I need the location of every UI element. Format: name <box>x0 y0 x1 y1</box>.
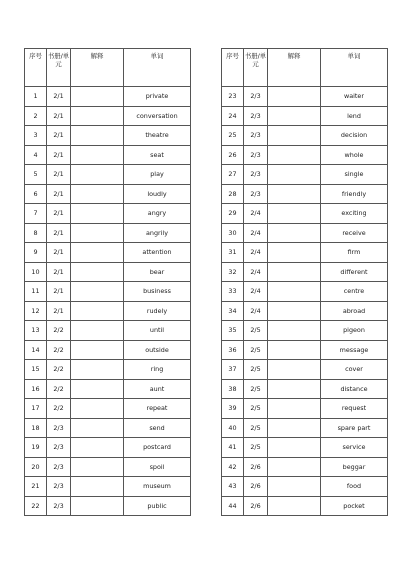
table-row <box>222 87 388 107</box>
row-word: until <box>124 321 191 341</box>
table-row <box>222 126 388 146</box>
row-number: 18 <box>25 418 47 438</box>
row-word: attention <box>124 243 191 263</box>
row-word: postcard <box>124 438 191 458</box>
header-row <box>25 49 191 87</box>
row-unit: 2/5 <box>244 399 268 419</box>
row-word: museum <box>124 477 191 497</box>
row-meaning <box>268 262 321 282</box>
table-row <box>25 360 191 380</box>
row-meaning <box>71 262 124 282</box>
row-meaning <box>268 87 321 107</box>
row-number: 22 <box>25 496 47 516</box>
table-row <box>25 243 191 263</box>
word-table-left <box>24 48 191 516</box>
row-meaning <box>268 204 321 224</box>
table-row <box>25 106 191 126</box>
row-number: 27 <box>222 165 244 185</box>
row-meaning <box>71 223 124 243</box>
table-row <box>25 282 191 302</box>
row-meaning <box>268 496 321 516</box>
table-row <box>25 321 191 341</box>
row-word: friendly <box>321 184 388 204</box>
row-unit: 2/4 <box>244 204 268 224</box>
row-unit: 2/5 <box>244 360 268 380</box>
table-row <box>222 438 388 458</box>
row-word: decision <box>321 126 388 146</box>
row-word: spoil <box>124 457 191 477</box>
row-number: 11 <box>25 282 47 302</box>
row-unit: 2/3 <box>244 106 268 126</box>
header-meaning: 解释 <box>71 49 124 87</box>
row-number: 24 <box>222 106 244 126</box>
row-meaning <box>71 496 124 516</box>
row-number: 37 <box>222 360 244 380</box>
table-row <box>222 223 388 243</box>
row-meaning <box>71 106 124 126</box>
row-number: 29 <box>222 204 244 224</box>
row-unit: 2/1 <box>47 184 71 204</box>
row-number: 15 <box>25 360 47 380</box>
row-word: receive <box>321 223 388 243</box>
row-unit: 2/2 <box>47 321 71 341</box>
table-row <box>25 145 191 165</box>
row-number: 6 <box>25 184 47 204</box>
table-row <box>222 477 388 497</box>
row-meaning <box>71 204 124 224</box>
row-meaning <box>71 477 124 497</box>
table-row <box>222 379 388 399</box>
row-number: 16 <box>25 379 47 399</box>
row-unit: 2/6 <box>244 457 268 477</box>
row-unit: 2/5 <box>244 379 268 399</box>
row-number: 14 <box>25 340 47 360</box>
table-row <box>25 399 191 419</box>
row-word: outside <box>124 340 191 360</box>
table-row <box>222 399 388 419</box>
row-meaning <box>268 399 321 419</box>
row-unit: 2/1 <box>47 165 71 185</box>
row-number: 32 <box>222 262 244 282</box>
row-word: firm <box>321 243 388 263</box>
row-meaning <box>71 438 124 458</box>
table-row <box>222 145 388 165</box>
row-number: 8 <box>25 223 47 243</box>
table-row <box>25 87 191 107</box>
row-number: 2 <box>25 106 47 126</box>
table-row <box>25 184 191 204</box>
row-number: 1 <box>25 87 47 107</box>
row-meaning <box>71 145 124 165</box>
row-number: 26 <box>222 145 244 165</box>
header-word: 单词 <box>124 49 191 87</box>
table-row <box>25 340 191 360</box>
row-word: beggar <box>321 457 388 477</box>
row-meaning <box>268 418 321 438</box>
row-number: 19 <box>25 438 47 458</box>
row-word: lend <box>321 106 388 126</box>
row-unit: 2/2 <box>47 399 71 419</box>
row-meaning <box>71 165 124 185</box>
row-meaning <box>268 340 321 360</box>
row-meaning <box>268 457 321 477</box>
table-row <box>25 165 191 185</box>
row-unit: 2/4 <box>244 243 268 263</box>
row-unit: 2/1 <box>47 262 71 282</box>
row-number: 28 <box>222 184 244 204</box>
row-number: 36 <box>222 340 244 360</box>
row-number: 21 <box>25 477 47 497</box>
table-row <box>25 379 191 399</box>
row-meaning <box>71 301 124 321</box>
row-word: repeat <box>124 399 191 419</box>
table-row <box>222 262 388 282</box>
row-word: pigeon <box>321 321 388 341</box>
row-unit: 2/5 <box>244 340 268 360</box>
row-number: 17 <box>25 399 47 419</box>
row-word: seat <box>124 145 191 165</box>
row-meaning <box>268 126 321 146</box>
table-row <box>25 204 191 224</box>
word-table-right <box>221 48 388 516</box>
table-row <box>222 496 388 516</box>
row-meaning <box>268 165 321 185</box>
row-meaning <box>71 399 124 419</box>
row-meaning <box>268 282 321 302</box>
table-row <box>222 360 388 380</box>
row-number: 43 <box>222 477 244 497</box>
header-no: 序号 <box>222 49 244 87</box>
row-meaning <box>71 282 124 302</box>
table-row <box>222 184 388 204</box>
row-unit: 2/4 <box>244 223 268 243</box>
row-word: public <box>124 496 191 516</box>
header-no: 序号 <box>25 49 47 87</box>
row-word: waiter <box>321 87 388 107</box>
row-number: 23 <box>222 87 244 107</box>
row-meaning <box>71 126 124 146</box>
table-row <box>222 106 388 126</box>
table-row <box>222 282 388 302</box>
table-row <box>25 301 191 321</box>
row-meaning <box>268 438 321 458</box>
row-word: play <box>124 165 191 185</box>
row-word: spare part <box>321 418 388 438</box>
row-unit: 2/1 <box>47 204 71 224</box>
header-unit: 书册/单元 <box>244 49 268 87</box>
row-unit: 2/1 <box>47 87 71 107</box>
row-unit: 2/3 <box>244 126 268 146</box>
row-unit: 2/5 <box>244 321 268 341</box>
row-meaning <box>71 379 124 399</box>
row-word: angry <box>124 204 191 224</box>
row-number: 42 <box>222 457 244 477</box>
row-number: 39 <box>222 399 244 419</box>
row-unit: 2/3 <box>244 184 268 204</box>
row-word: single <box>321 165 388 185</box>
table-row <box>222 165 388 185</box>
row-word: angrily <box>124 223 191 243</box>
row-number: 9 <box>25 243 47 263</box>
row-unit: 2/1 <box>47 223 71 243</box>
table-row <box>25 418 191 438</box>
row-word: aunt <box>124 379 191 399</box>
table-row <box>25 438 191 458</box>
row-unit: 2/4 <box>244 262 268 282</box>
row-number: 33 <box>222 282 244 302</box>
row-unit: 2/3 <box>47 457 71 477</box>
row-unit: 2/3 <box>47 496 71 516</box>
row-unit: 2/5 <box>244 438 268 458</box>
row-word: whole <box>321 145 388 165</box>
table-row <box>222 243 388 263</box>
row-word: rudely <box>124 301 191 321</box>
row-meaning <box>268 360 321 380</box>
table-row <box>25 496 191 516</box>
table-row <box>25 223 191 243</box>
row-unit: 2/6 <box>244 477 268 497</box>
row-number: 41 <box>222 438 244 458</box>
row-unit: 2/1 <box>47 243 71 263</box>
row-unit: 2/3 <box>244 165 268 185</box>
row-word: different <box>321 262 388 282</box>
header-row <box>222 49 388 87</box>
row-number: 20 <box>25 457 47 477</box>
row-word: request <box>321 399 388 419</box>
row-meaning <box>71 418 124 438</box>
row-number: 4 <box>25 145 47 165</box>
row-number: 10 <box>25 262 47 282</box>
row-meaning <box>71 184 124 204</box>
row-number: 7 <box>25 204 47 224</box>
row-number: 25 <box>222 126 244 146</box>
row-meaning <box>71 243 124 263</box>
table-row <box>222 204 388 224</box>
row-meaning <box>268 145 321 165</box>
row-unit: 2/4 <box>244 301 268 321</box>
row-word: bear <box>124 262 191 282</box>
row-meaning <box>268 301 321 321</box>
table-row <box>25 477 191 497</box>
row-unit: 2/3 <box>47 438 71 458</box>
row-word: ring <box>124 360 191 380</box>
row-number: 34 <box>222 301 244 321</box>
row-meaning <box>268 184 321 204</box>
row-number: 35 <box>222 321 244 341</box>
row-unit: 2/1 <box>47 145 71 165</box>
row-number: 40 <box>222 418 244 438</box>
row-word: abroad <box>321 301 388 321</box>
table-row <box>222 321 388 341</box>
row-number: 5 <box>25 165 47 185</box>
row-unit: 2/3 <box>244 145 268 165</box>
row-meaning <box>71 340 124 360</box>
row-meaning <box>268 223 321 243</box>
row-number: 31 <box>222 243 244 263</box>
row-word: food <box>321 477 388 497</box>
row-number: 38 <box>222 379 244 399</box>
header-word: 单词 <box>321 49 388 87</box>
table-row <box>222 418 388 438</box>
table-row <box>25 457 191 477</box>
table-row <box>25 262 191 282</box>
row-unit: 2/6 <box>244 496 268 516</box>
row-meaning <box>71 87 124 107</box>
row-meaning <box>268 321 321 341</box>
table-row <box>222 340 388 360</box>
table-row <box>25 126 191 146</box>
row-meaning <box>71 360 124 380</box>
row-meaning <box>268 477 321 497</box>
row-unit: 2/2 <box>47 360 71 380</box>
row-unit: 2/1 <box>47 126 71 146</box>
row-word: send <box>124 418 191 438</box>
row-number: 13 <box>25 321 47 341</box>
header-meaning: 解释 <box>268 49 321 87</box>
row-unit: 2/1 <box>47 106 71 126</box>
row-unit: 2/5 <box>244 418 268 438</box>
row-word: loudly <box>124 184 191 204</box>
row-unit: 2/3 <box>244 87 268 107</box>
table-row <box>222 457 388 477</box>
row-word: conversation <box>124 106 191 126</box>
row-word: cover <box>321 360 388 380</box>
row-unit: 2/1 <box>47 301 71 321</box>
row-number: 12 <box>25 301 47 321</box>
row-number: 30 <box>222 223 244 243</box>
table-row <box>222 301 388 321</box>
row-word: theatre <box>124 126 191 146</box>
row-meaning <box>71 457 124 477</box>
row-number: 3 <box>25 126 47 146</box>
row-word: service <box>321 438 388 458</box>
row-word: pocket <box>321 496 388 516</box>
row-unit: 2/1 <box>47 282 71 302</box>
row-unit: 2/4 <box>244 282 268 302</box>
row-word: centre <box>321 282 388 302</box>
row-word: exciting <box>321 204 388 224</box>
row-unit: 2/3 <box>47 477 71 497</box>
row-number: 44 <box>222 496 244 516</box>
row-meaning <box>268 106 321 126</box>
row-word: private <box>124 87 191 107</box>
row-meaning <box>268 243 321 263</box>
row-unit: 2/2 <box>47 340 71 360</box>
header-unit: 书册/单元 <box>47 49 71 87</box>
row-meaning <box>71 321 124 341</box>
row-unit: 2/2 <box>47 379 71 399</box>
row-meaning <box>268 379 321 399</box>
row-word: distance <box>321 379 388 399</box>
row-word: message <box>321 340 388 360</box>
row-unit: 2/3 <box>47 418 71 438</box>
row-word: business <box>124 282 191 302</box>
